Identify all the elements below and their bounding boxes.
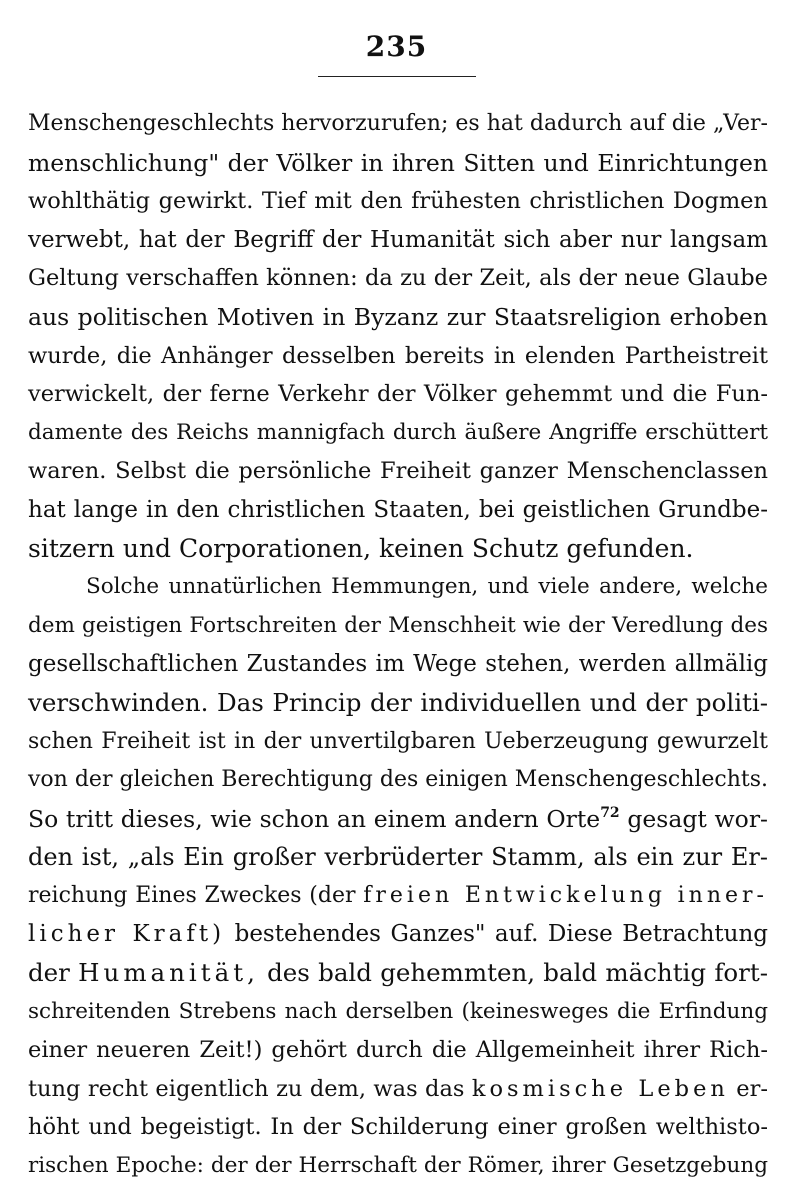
text-line: einer neueren Zeit!) gehört durch die Allgemeinheit ihrer Rich-: [28, 1037, 768, 1064]
text-line: gesellschaftlichen Zustandes im Wege stehen, werden allmälig: [28, 651, 768, 678]
text-line: Menschengeschlechts hervorzurufen; es hat dadurch auf die „Ver-: [28, 111, 768, 136]
text-line: menschlichung" der Völker in ihren Sitten und Einrichtungen: [28, 148, 768, 177]
text-line: [28, 877, 768, 916]
text-line: Geltung verschaffen können: da zu der Zeit, als der neue Glaube: [28, 265, 768, 292]
text-line: von der gleichen Berechtigung des einigen Menschengeschlechts.: [28, 767, 769, 793]
text-line: [28, 915, 768, 954]
emphasized-text: freien Entwickelung inner-: [363, 882, 768, 908]
page-number: 235: [365, 30, 428, 63]
paragraph-end-line: sitzern und Corporationen, keinen Schutz gefunden.: [28, 533, 694, 563]
text-fragment: der: [28, 958, 70, 988]
text-line: schen Freiheit ist in der unvertilgbaren Ueberzeugung gewurzelt: [28, 728, 768, 754]
text-line: rischen Epoche: der der Herrschaft der Römer, ihrer Gesetzgebung: [28, 1153, 768, 1179]
text-line: waren. Selbst die persönliche Freiheit ganzer Menschenclassen: [28, 458, 768, 485]
text-fragment: tung recht eigentlich zu dem, was das: [28, 1075, 465, 1102]
text-line: hat lange in den christlichen Staaten, bei geistlichen Grundbe-: [28, 496, 768, 523]
text-fragment: So tritt dieses, wie schon an einem andern Orte: [28, 804, 601, 833]
text-line: verwickelt, der ferne Verkehr der Völker gehemmt und die Fun-: [28, 381, 768, 408]
footnote-marker: 72: [600, 804, 620, 821]
header-rule: [318, 76, 476, 77]
text-line: [28, 1070, 768, 1109]
text-line-with-footnote: [28, 800, 768, 839]
text-line: damente des Reichs mannigfach durch äußere Angriffe erschüttert: [28, 419, 768, 445]
text-line: verwebt, hat der Begriff der Humanität sich aber nur langsam: [28, 226, 768, 253]
text-line: verschwinden. Das Princip der individuellen und der politi-: [28, 687, 768, 717]
text-line: dem geistigen Fortschreiten der Menschheit wie der Veredlung des: [28, 612, 768, 638]
text-fragment: gesagt wor-: [627, 804, 768, 833]
text-line: den ist, „als Ein großer verbrüderter Stamm, als ein zur Er-: [28, 843, 768, 872]
text-fragment: des bald gehemmten, bald mächtig fort-: [267, 958, 768, 988]
body-text: [28, 105, 768, 1186]
text-fragment: reichung Eines Zweckes (der: [28, 882, 356, 908]
emphasized-text: licher Kraft): [28, 921, 226, 948]
emphasized-text: Humanität,: [78, 958, 259, 988]
text-fragment: bestehendes Ganzes" auf. Diese Betrachtung: [234, 921, 768, 948]
text-line: höht und begeistigt. In der Schilderung einer großen welthisto-: [28, 1114, 768, 1141]
text-fragment: er-: [736, 1075, 768, 1102]
text-line: [28, 954, 768, 993]
text-line: aus politischen Motiven in Byzanz zur Staatsreligion erhoben: [28, 302, 768, 331]
text-line: wurde, die Anhänger desselben bereits in elenden Partheistreit: [28, 342, 768, 369]
paragraph-start-line: Solche unnatürlichen Hemmungen, und viele andere, welche: [86, 574, 768, 600]
text-line: wohlthätig gewirkt. Tief mit den frühesten christlichen Dogmen: [28, 188, 768, 215]
emphasized-text: kosmische Leben: [471, 1075, 729, 1102]
text-line: schreitenden Strebens nach derselben (keinesweges die Erfindung: [28, 998, 768, 1024]
